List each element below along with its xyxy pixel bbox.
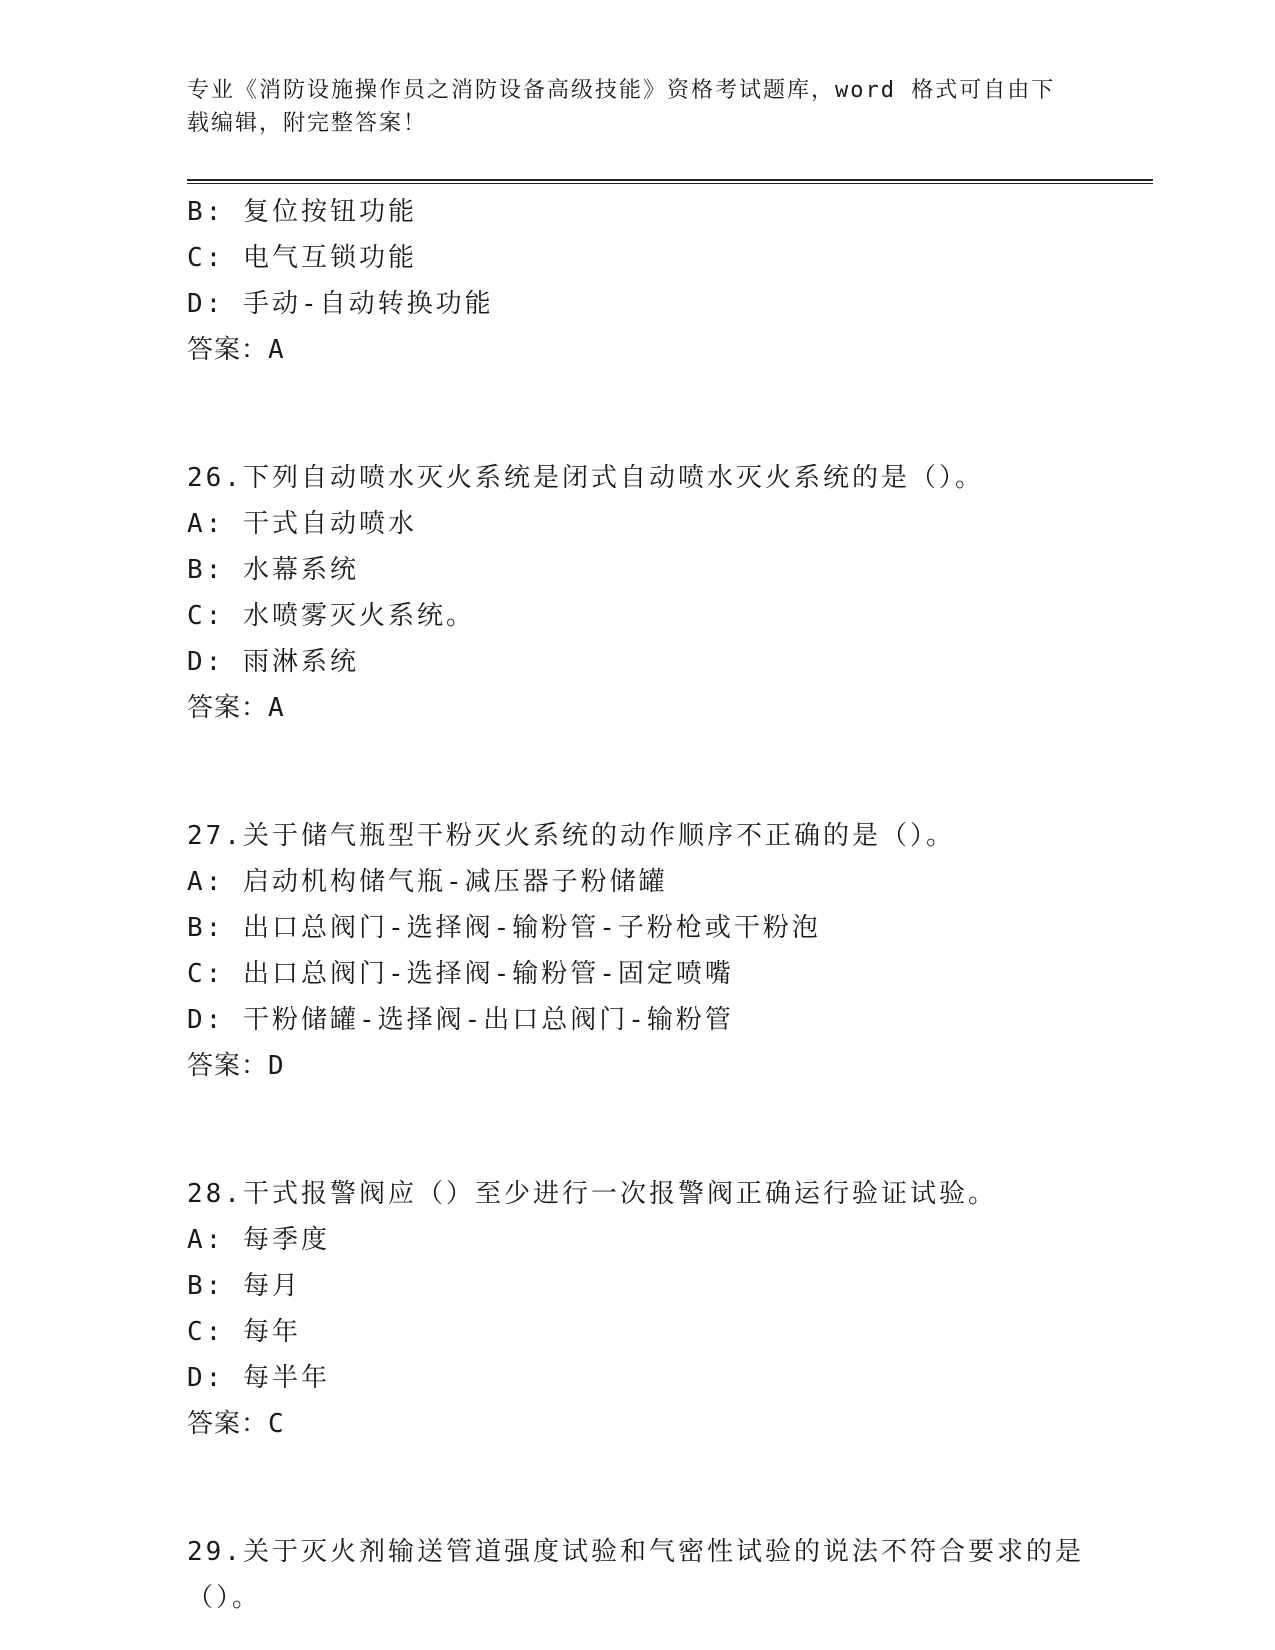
question-27 [187, 813, 1153, 1089]
option-b: B: 出口总阀门-选择阀-输粉管-子粉枪或干粉泡 [187, 913, 821, 943]
option-c: C: 电气互锁功能 [187, 243, 417, 273]
question-25 [187, 189, 1153, 373]
option-d: D: 干粉储罐-选择阀-出口总阀门-输粉管 [187, 1005, 734, 1035]
option-c: C: 出口总阀门-选择阀-输粉管-固定喷嘴 [187, 959, 734, 989]
question-text: 26.下列自动喷水灭火系统是闭式自动喷水灭火系统的是（）。 [187, 463, 984, 493]
header-line-2: 载编辑，附完整答案！ [187, 111, 428, 136]
question-28 [187, 1171, 1153, 1447]
option-b: B: 水幕系统 [187, 555, 359, 585]
spacer [187, 1089, 1153, 1171]
option-d: D: 手动-自动转换功能 [187, 289, 494, 319]
option-c: C: 水喷雾灭火系统。 [187, 601, 475, 631]
header-divider-thin [187, 183, 1153, 184]
answer-line: 答案：C [187, 1409, 285, 1439]
question-29 [187, 1529, 1153, 1621]
option-a: A: 干式自动喷水 [187, 509, 417, 539]
option-d: D: 每半年 [187, 1363, 330, 1393]
option-d: D: 雨淋系统 [187, 647, 359, 677]
header-line-1: 专业《消防设施操作员之消防设备高级技能》资格考试题库，word 格式可自由下 [187, 78, 1056, 103]
spacer [187, 373, 1153, 455]
question-26 [187, 455, 1153, 731]
question-text: 28.干式报警阀应（）至少进行一次报警阀正确运行验证试验。 [187, 1179, 997, 1209]
spacer [187, 731, 1153, 813]
option-c: C: 每年 [187, 1317, 301, 1347]
document-header [187, 74, 1087, 140]
option-b: B: 每月 [187, 1271, 301, 1301]
answer-line: 答案：A [187, 693, 285, 723]
header-divider-thick [187, 179, 1153, 181]
option-a: A: 启动机构储气瓶-减压器子粉储罐 [187, 867, 668, 897]
option-a: A: 每季度 [187, 1225, 330, 1255]
option-b: B: 复位按钮功能 [187, 197, 417, 227]
question-text: 27.关于储气瓶型干粉灭火系统的动作顺序不正确的是（）。 [187, 821, 955, 851]
spacer [187, 1447, 1153, 1529]
answer-line: 答案：A [187, 335, 285, 365]
question-text-line-2: （）。 [187, 1583, 262, 1613]
question-text-line-1: 29.关于灭火剂输送管道强度试验和气密性试验的说法不符合要求的是 [187, 1537, 1084, 1567]
answer-line: 答案：D [187, 1051, 285, 1081]
question-list [187, 189, 1153, 1621]
